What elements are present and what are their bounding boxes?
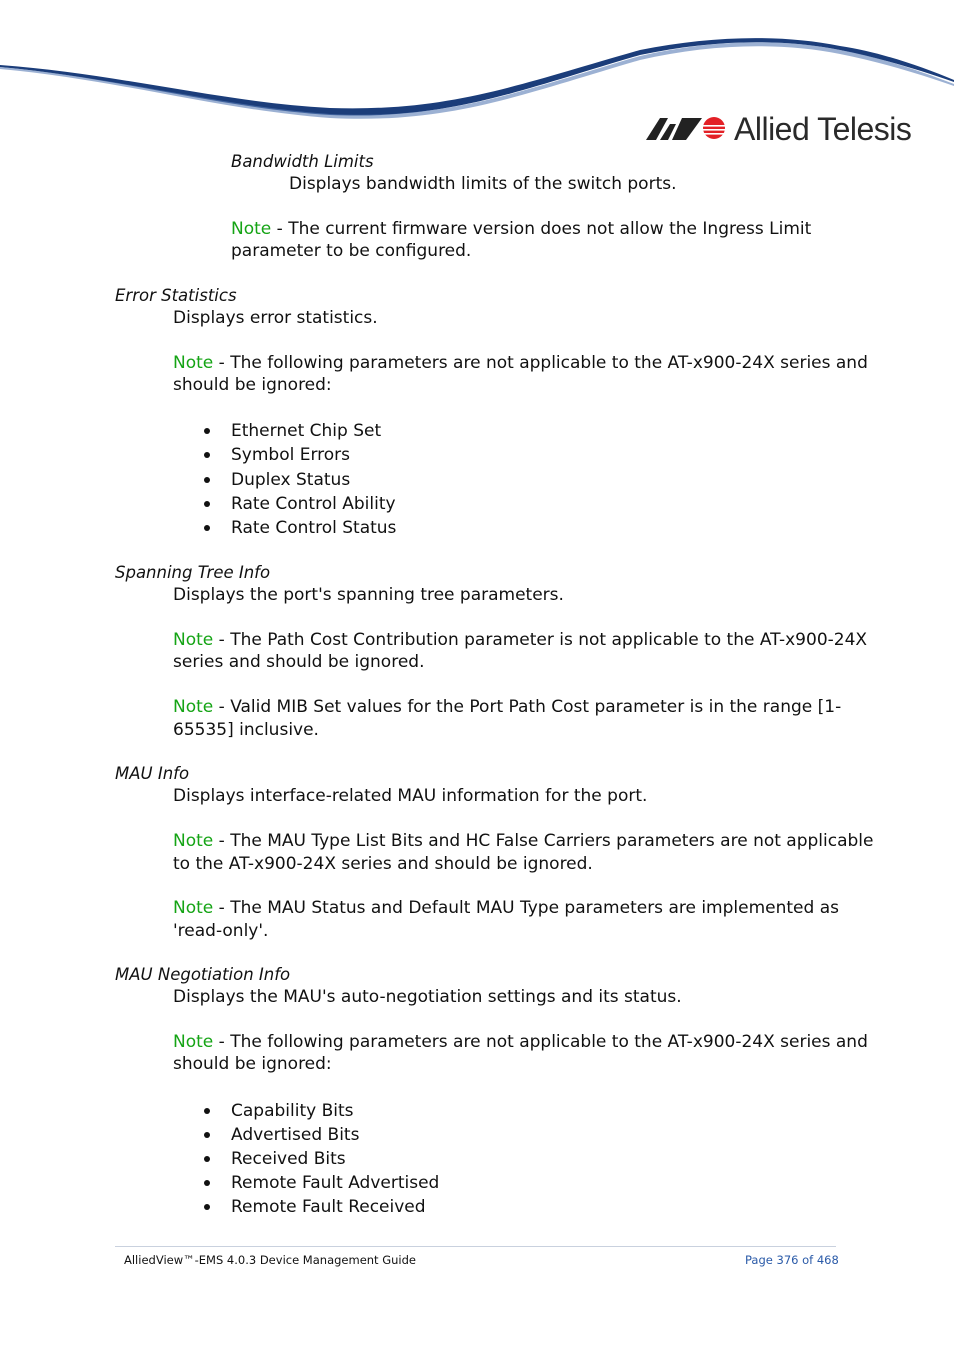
list-item: Ethernet Chip Set [231,421,382,441]
list-item: Rate Control Status [231,518,397,538]
list-item: Remote Fault Advertised [231,1173,440,1193]
bullet [204,1180,210,1186]
footer-page-number: Page 376 of 468 [745,1253,839,1267]
section-heading-mau-negotiation-info: MAU Negotiation Info [115,965,291,984]
note-spanning-tree-1-cont: series and should be ignored. [173,652,425,672]
bullet [204,428,210,434]
brand-logo [646,108,911,148]
note-label: Note [231,219,272,239]
note-mau-info-2-cont: 'read-only'. [173,921,269,941]
bullet [204,1156,210,1162]
section-desc-mau-negotiation-info: Displays the MAU's auto-negotiation settings and its status. [173,987,682,1007]
note-mau-info-1: Note - The MAU Type List Bits and HC False Carriers parameters are not applicable [173,831,874,851]
list-item: Advertised Bits [231,1125,360,1145]
note-spanning-tree-1: Note - The Path Cost Contribution parameter is not applicable to the AT-x900-24X [173,630,868,650]
list-item: Capability Bits [231,1101,354,1121]
section-desc-mau-info: Displays interface-related MAU information for the port. [173,786,648,806]
list-item: Duplex Status [231,470,351,490]
note-mau-info-2: Note - The MAU Status and Default MAU Type parameters are implemented as [173,898,839,918]
bullet [204,525,210,531]
bullet [204,477,210,483]
note-spanning-tree-2: Note - Valid MIB Set values for the Port Path Cost parameter is in the range [1- [173,697,842,717]
footer-document-title: AlliedView™-EMS 4.0.3 Device Management Guide [124,1253,416,1267]
section-heading-bandwidth-limits: Bandwidth Limits [231,152,374,171]
note-mau-negotiation-cont: should be ignored: [173,1054,332,1074]
note-label: Note [173,697,214,717]
section-heading-spanning-tree-info: Spanning Tree Info [115,563,271,582]
note-mau-info-1-cont: to the AT-x900-24X series and should be ignored. [173,854,593,874]
section-desc-spanning-tree-info: Displays the port's spanning tree parameters. [173,585,564,605]
note-spanning-tree-2-cont: 65535] inclusive. [173,720,319,740]
list-item: Received Bits [231,1149,346,1169]
section-heading-mau-info: MAU Info [115,764,190,783]
list-item: Rate Control Ability [231,494,396,514]
logo-wordmark: Allied Telesis [734,110,912,147]
bullet [204,1108,210,1114]
note-bandwidth-limits: Note - The current firmware version does not allow the Ingress Limit [231,219,812,239]
section-heading-error-statistics: Error Statistics [115,286,237,305]
list-item: Remote Fault Received [231,1197,426,1217]
bullet [204,1204,210,1210]
note-label: Note [173,630,214,650]
bullet [204,452,210,458]
note-label: Note [173,898,214,918]
note-label: Note [173,831,214,851]
list-item: Symbol Errors [231,445,351,465]
bullet [204,1132,210,1138]
note-label: Note [173,1032,214,1052]
footer-divider [115,1246,836,1247]
bullet [204,501,210,507]
note-mau-negotiation: Note - The following parameters are not applicable to the AT-x900-24X series and [173,1032,868,1052]
note-bandwidth-limits-cont: parameter to be configured. [231,241,472,261]
note-label: Note [173,353,214,373]
note-error-statistics: Note - The following parameters are not applicable to the AT-x900-24X series and [173,353,868,373]
section-desc-bandwidth-limits: Displays bandwidth limits of the switch ports. [289,174,677,194]
allied-telesis-logo-icon [646,114,728,142]
note-error-statistics-cont: should be ignored: [173,375,332,395]
section-desc-error-statistics: Displays error statistics. [173,308,378,328]
